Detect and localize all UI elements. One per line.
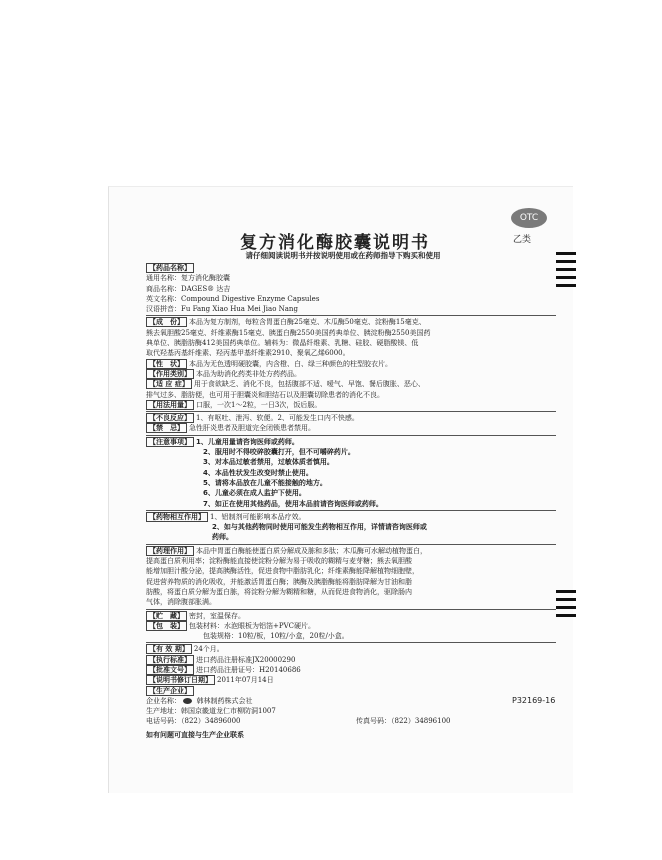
revision-date: 2011年07月14日 [217,676,274,685]
pharmacology-line: 促进营养物质的消化吸收，并能激活胃蛋白酶；胰酶及胰脂酶能将脂肪降解为甘油和脂 [146,577,412,586]
english-name: 英文名称：Compound Digestive Enzyme Capsules [146,294,320,303]
section-heading-precautions: 【注意事项】 [146,437,194,447]
section-heading-character: 【性 状】 [146,359,187,369]
storage-text: 密封，室温保存。 [189,611,245,620]
pharmacology-line: 气体，消除腹部胀满。 [146,598,216,607]
section-heading-composition: 【成 份】 [146,317,187,327]
document-title: 复方消化酶胶囊说明书 [240,233,430,253]
company-logo-icon [183,698,192,704]
company-fax: 传真号码：（822）34896100 [356,717,451,726]
section-heading-adverse: 【不良反应】 [146,413,194,423]
precaution-item: 4、本品性状发生改变时禁止使用。 [203,468,313,477]
composition-line: 本品为复方制剂，每粒含胃蛋白酶25毫克、木瓜酶50毫克、淀粉酶15毫克、 [189,318,426,327]
section-heading-standard: 【执行标准】 [146,655,194,665]
indication-line: 排气过多、脂肪便，也可用于胆囊炎和胆结石以及胆囊切除患者的消化不良。 [146,390,384,399]
trade-name: 商品名称：DAGES® 达吉 [146,284,231,293]
pharmacology-line: 能增加胆汁酸分泌，提高胰酶活性，促进食物中脂肪乳化；纤维素酶能降解植物细胞壁， [146,567,419,576]
standard-text: 进口药品注册标准JX20000290 [196,655,296,664]
composition-line: 典单位、胰脂肪酶412美国药典单位。辅料为：微晶纤维素、乳糖、硅胶、硬脂酸镁、低 [146,339,419,348]
section-heading-validity: 【有 效 期】 [146,644,192,654]
precaution-item: 1、儿童用量请咨询医师或药师。 [196,437,299,446]
section-heading-dosage: 【用法用量】 [146,400,194,410]
precaution-item: 6、儿童必须在成人监护下使用。 [203,489,306,498]
section-heading-category: 【作用类别】 [146,369,194,379]
pharmacology-line: 本品中胃蛋白酶能使蛋白质分解成及胨和多肽；木瓜酶可水解动植物蛋白， [196,546,427,555]
precaution-item: 3、对本品过敏者禁用，过敏体质者慎用。 [203,458,334,467]
section-heading-drug-name: 【药品名称】 [146,263,194,273]
company-phone: 电话号码：（822）34896000 [146,717,241,726]
pharmacology-line: 提高蛋白质利用率；淀粉酶能直接使淀粉分解为易于吸收的糊精与麦芽糖；熊去氧胆酸 [146,557,412,566]
pinyin-name: 汉语拼音：Fu Fang Xiao Hua Mei Jiao Nang [146,305,298,314]
section-heading-revision: 【说明书修订日期】 [146,675,215,685]
section-heading-storage: 【贮 藏】 [146,611,187,621]
section-heading-manufacturer: 【生产企业】 [146,686,194,696]
interaction-line: 药师。 [212,533,233,542]
generic-name: 通用名称：复方消化酶胶囊 [146,274,230,283]
section-heading-contraindication: 【禁 忌】 [146,423,187,433]
precaution-item: 5、请将本品放在儿童不能接触的地方。 [203,478,327,487]
pharmacology-line: 肪酸，将蛋白质分解为蛋白胨，将淀粉分解为糊精和糖，从而促进食物消化，驱除肠内 [146,587,412,596]
dosage-text: 口服，一次1～2粒，一日3次，饭后服。 [196,400,322,409]
document-subtitle: 请仔细阅读说明书并按说明使用或在药师指导下购买和使用 [245,251,441,260]
package-material: 包装材料：水泡眼板为铝箔+PVC硬片。 [189,621,315,630]
category-text: 本品为助消化药类非处方药药品。 [196,369,301,378]
contraindication-text: 急性肝炎患者及胆道完全闭锁患者禁用。 [189,424,315,433]
precaution-item: 2、服用时不得咬碎胶囊打开，但不可嚼碎药片。 [203,448,355,457]
package-spec: 包装规格：10粒/板，10粒/小盒，20粒/小盒。 [203,632,349,641]
adverse-text: 1、有呕吐、泄泻、软便。2、可能发生口内不快感。 [196,414,359,423]
section-heading-package: 【包 装】 [146,621,187,631]
validity-text: 24个月。 [193,645,224,654]
character-text: 本品为无色透明硬胶囊，内含橙、白、绿三种颜色的柱型胶衣片。 [189,359,392,368]
edge-bar-marks-top [556,252,576,292]
section-heading-approval: 【批准文号】 [146,665,194,675]
approval-text: 进口药品注册证号：H20140686 [196,665,301,674]
company-name: 韩林制药株式会社 [196,696,253,705]
edge-bar-marks-bottom [556,590,576,622]
interaction-line: 2、如与其他药物同时使用可能发生药物相互作用，详情请咨询医师或 [212,523,427,532]
print-code: P32169-16 [512,696,556,705]
section-heading-interaction: 【药物相互作用】 [146,512,208,522]
otc-badge: OTC [511,208,547,228]
company-name-label: 企业名称： [146,696,181,705]
interaction-line: 1、铝制剂可能影响本品疗效。 [210,512,306,521]
contact-footer: 如有问题可直接与生产企业联系 [146,730,244,739]
leaflet-content [146,263,556,740]
precaution-item: 7、如正在使用其他药品，使用本品前请咨询医师或药师。 [203,499,383,508]
company-address: 生产地址：韩国京畿道龙仁市柳防洞1007 [146,707,276,716]
section-heading-pharmacology: 【药理作用】 [146,546,194,556]
section-heading-indication: 【适 应 症】 [146,379,192,389]
drug-class-label: 乙类 [513,235,532,245]
composition-line: 熊去氧胆酸25毫克、纤维素酶15毫克、胰蛋白酶2550美国药典单位、胰淀粉酶2550美国药 [146,328,431,337]
composition-line: 取代羟基丙基纤维素、羟丙基甲基纤维素2910、聚氧乙烯6000。 [146,349,350,358]
indication-line: 用于食欲缺乏、消化不良，包括腹部不适、嗳气、早饱、餐后腹胀、恶心、 [193,380,425,389]
